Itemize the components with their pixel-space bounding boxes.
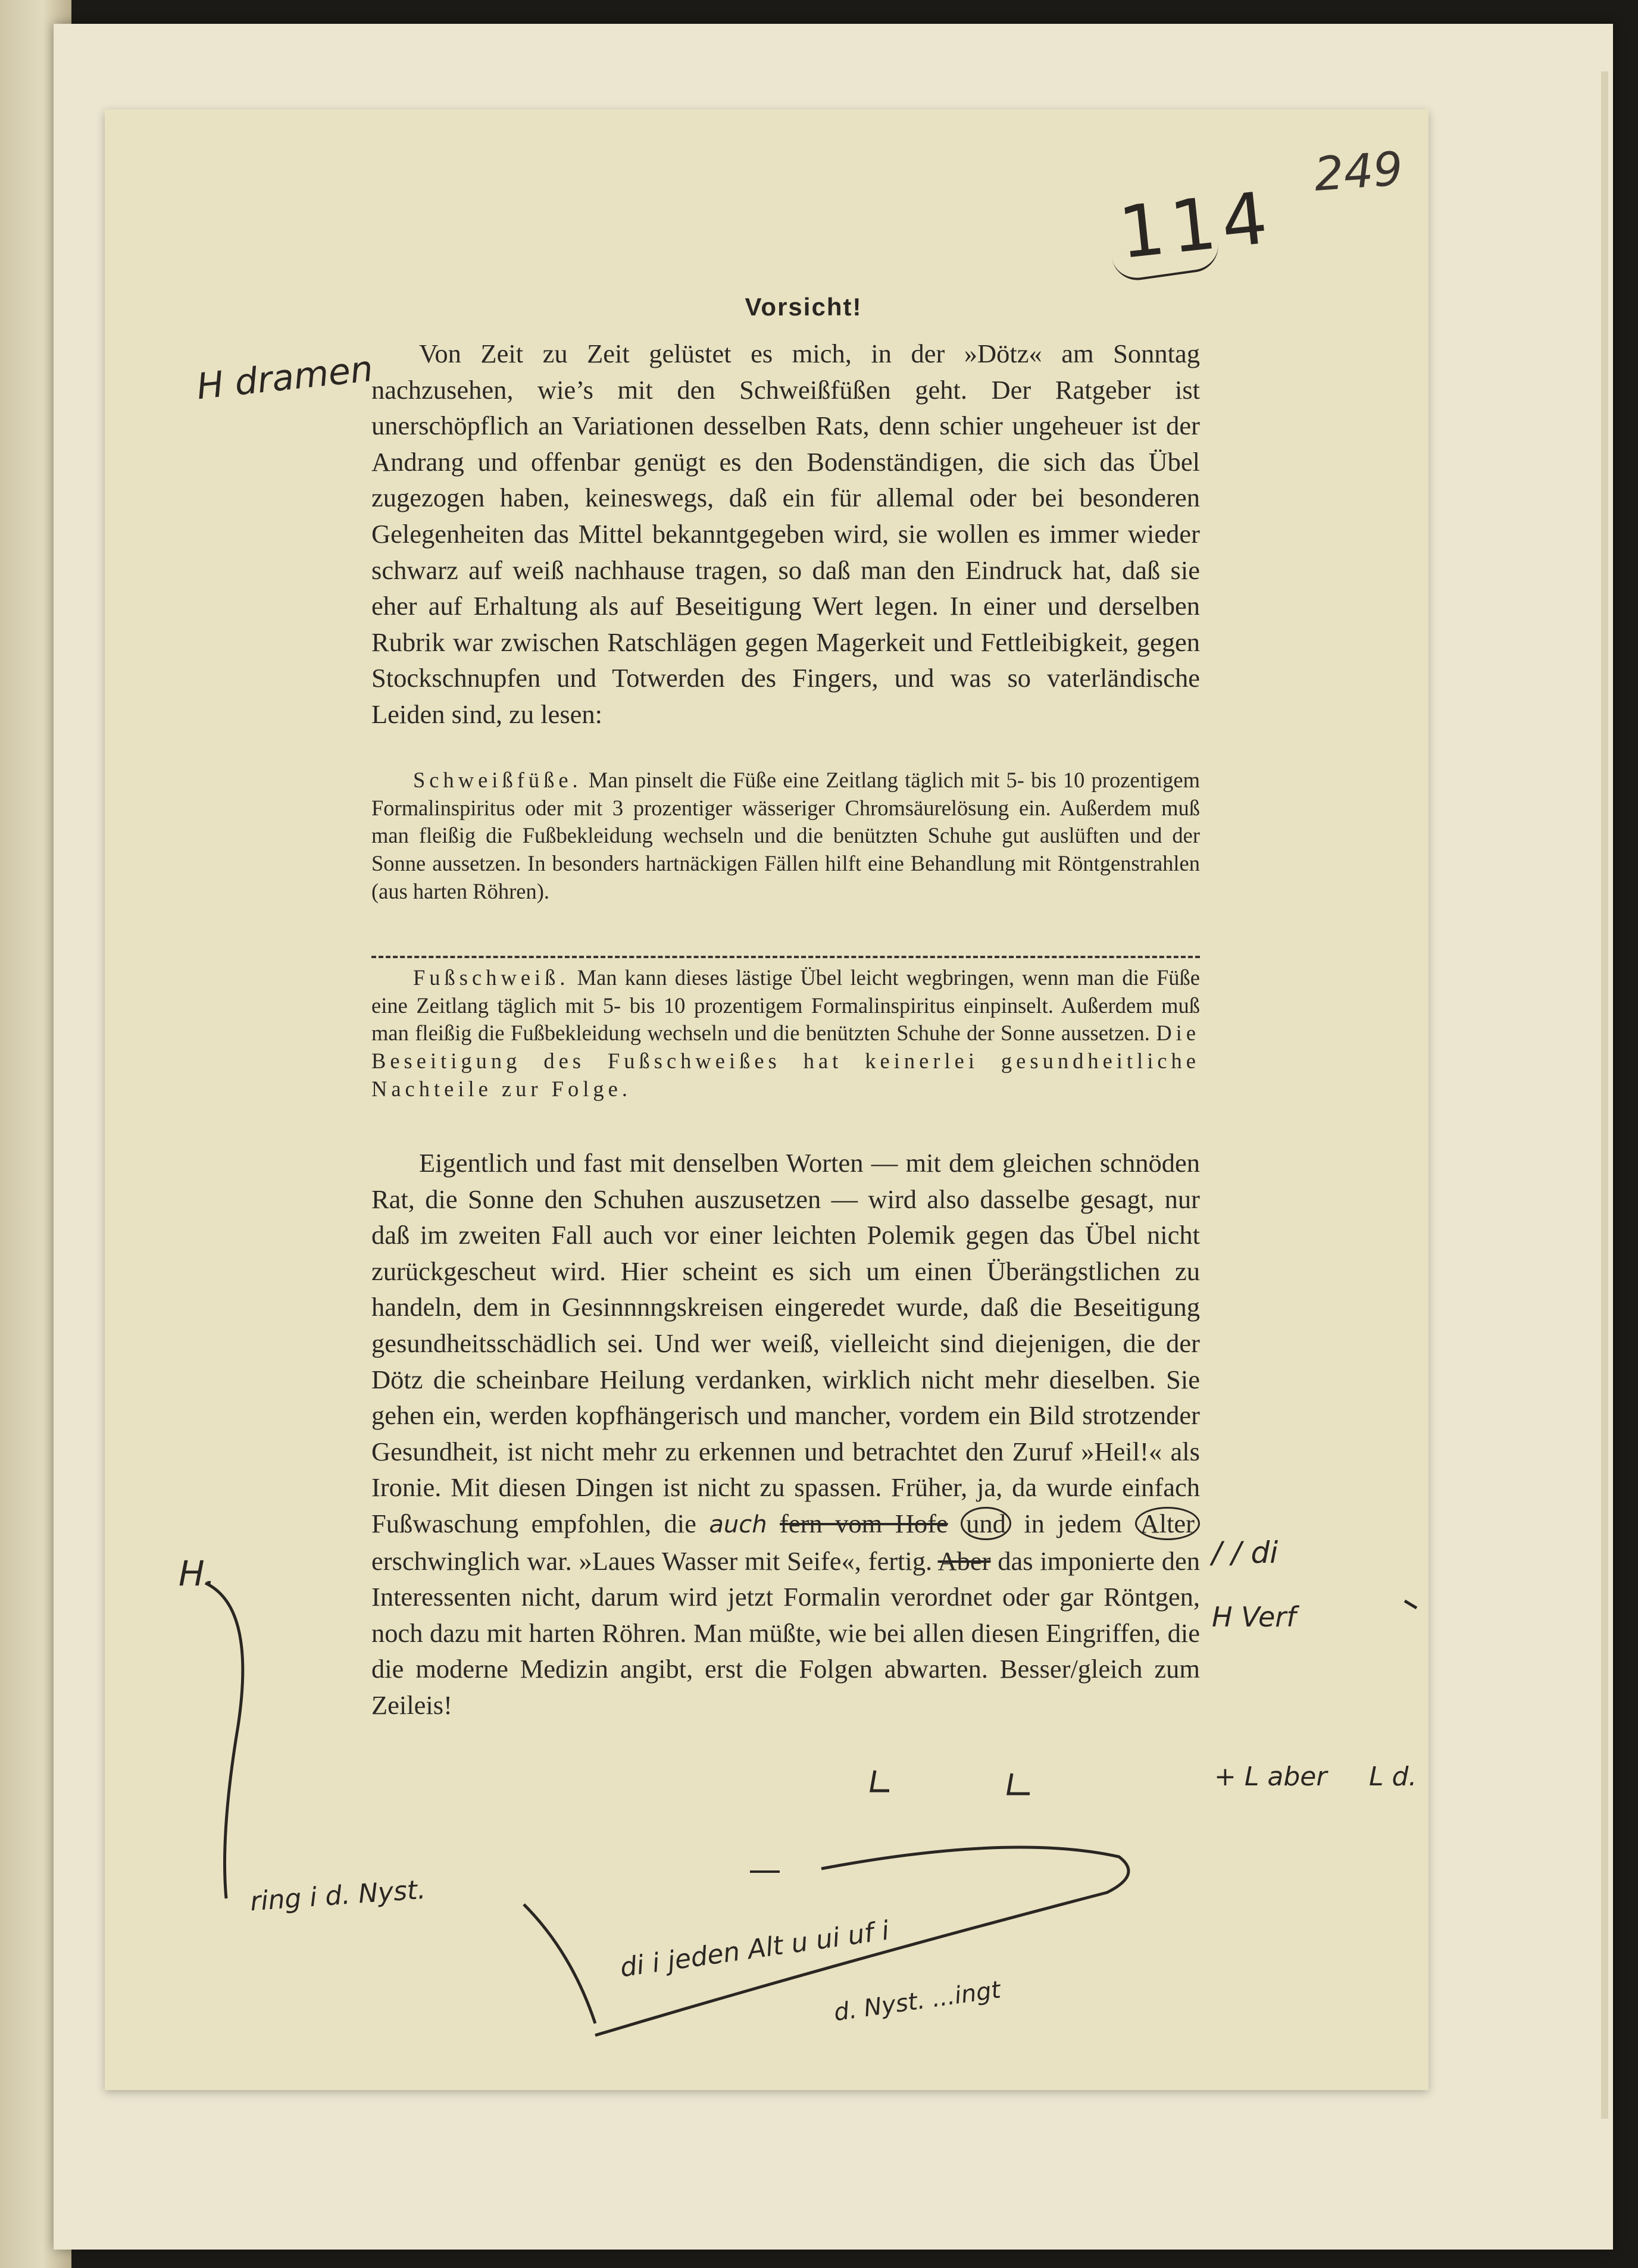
- annotation-left-mid: H.: [179, 1553, 216, 1594]
- annotation-left-bottom: ring i d. Nyst.: [249, 1874, 427, 1917]
- circled-word: und: [961, 1507, 1011, 1540]
- annotation-right-4: L d.: [1369, 1762, 1417, 1792]
- paragraph-2-line-end: in jedem: [1024, 1508, 1123, 1538]
- paragraph-2-line-b: erschwinglich war. »Laues Wasser mit Seife«, fertig.: [371, 1546, 933, 1576]
- insert-mark-2: [1008, 1773, 1030, 1794]
- struck-word: Aber: [937, 1546, 991, 1576]
- inserted-word: auch: [709, 1510, 767, 1538]
- annotation-right-3: + L aber: [1214, 1762, 1327, 1792]
- insert-mark-1: [871, 1770, 889, 1791]
- article-title: Vorsicht!: [745, 293, 862, 321]
- loop-stroke-bottom: [595, 1847, 1129, 2035]
- annotation-right-2: H Verf: [1212, 1601, 1296, 1633]
- check-mark-right: [1405, 1601, 1417, 1608]
- bracket-stroke-left: [205, 1583, 243, 1898]
- paragraph-2-start: Eigentlich und fast mit denselben Worten — mit dem gleichen schnöden Rat, die Sonne den Schuhen auszusetzen — wird also dasselbe gesagt, nur daß im zweiten Fall auch vor einer leichten Polemik gegen das Übel nicht zurückgescheut wird. Hier scheint es sich um einen Überängstlichen zu handeln, dem in Gesinnnngskreisen eingeredet wurde, daß die Beseitigung gesundheitsschädlich sei. Und wer weiß, vielleicht sind diejenigen, die der Dötz die scheinbare Heilung verdanken, wirklich nicht mehr dieselben. Sie gehen ein, werden kopfhängerisch und mancher, vordem ein Bild strotzender Gesundheit, ist nicht mehr zu erkennen und betrachtet den Zuruf »Heil!« als Ironie. Mit diesen Dingen ist nicht zu spassen. Früher, ja, da wurde einfach: [371, 1148, 1200, 1503]
- collection-number: 114: [1115, 176, 1277, 276]
- quote-2-body: Man kann dieses lästige Übel leicht wegbringen, wenn man die Füße eine Zeitlang täglich mit 5- bis 10 prozentigem Formalinspiritus einpinselt. Außerdem muß man fleißig die Fußbekleidung wechseln und die benützten Schuhe der Sonne aussetzen.: [371, 965, 1200, 1046]
- annotation-left-top: H dramen: [195, 348, 375, 408]
- stroke-to-note: [524, 1904, 595, 2023]
- quote-1-heading: Schweißfüße.: [413, 768, 582, 792]
- annotation-bottom-1: di i jeden Alt u ui uf i: [618, 1915, 891, 1984]
- annotation-bottom-2: d. Nyst. ...ingt: [832, 1976, 1002, 2027]
- circled-word-alter: Alter: [1135, 1507, 1200, 1540]
- page-number: 249: [1312, 142, 1405, 202]
- paragraph-2-rest: das imponierte den Interessenten nicht, darum wird jetzt Formalin verordnet oder gar Röntgen, noch dazu mit harten Röhren. Man müßte, wie bei allen diesen Eingriffen, die die moderne Medizin angibt, erst die Folgen abwarten. Besser/gleich zum Zeileis!: [371, 1546, 1200, 1720]
- annotation-right-1: / / di: [1212, 1535, 1278, 1570]
- quote-1-body: Man pinselt die Füße eine Zeitlang täglich mit 5- bis 10 prozentigem Formalinspiritus oder mit 3 prozentiger wässeriger Chromsäurelösung ein. Außerdem muß man fleißig die Fußbekleidung wechseln und die benützten Schuhe gut auslüften und der Sonne aussetzen. In besonders hartnäckigen Fällen hilft eine Behandlung mit Röntgenstrahlen (aus harten Röhren).: [371, 768, 1200, 903]
- paragraph-2-line: Fußwaschung empfohlen, die: [371, 1508, 696, 1538]
- quote-2-heading: Fußschweiß.: [413, 965, 570, 990]
- struck-phrase: fern vom Hofe: [780, 1508, 948, 1538]
- paragraph-text: Von Zeit zu Zeit gelüstet es mich, in der »Dötz« am Sonntag nachzusehen, wie’s mit den Schweißfüßen geht. Der Ratgeber ist unerschöpflich an Variationen desselben Rats, denn schier ungeheuer ist der Andrang und offenbar genügt es den Bodenständigen, die sich das Übel zugezogen haben, keineswegs, daß ein für allemal oder bei besonderen Gelegenheiten das Mittel bekanntgegeben wird, sie wollen es immer wieder schwarz auf weiß nachhause tragen, so daß man den Eindruck hat, daß sie eher auf Erhaltung als auf Beseitigung Wert legen. In einer und derselben Rubrik war zwischen Ratschlägen gegen Magerkeit und Fettleibigkeit, gegen Stockschnupfen und Totwerden des Fingers, und was so vaterländische Leiden sind, zu lesen:: [371, 339, 1200, 729]
- quote-2-spaced: Die Beseitigung des Fußschweißes hat keinerlei gesundheitliche Nachteile zur Folge.: [371, 1021, 1200, 1101]
